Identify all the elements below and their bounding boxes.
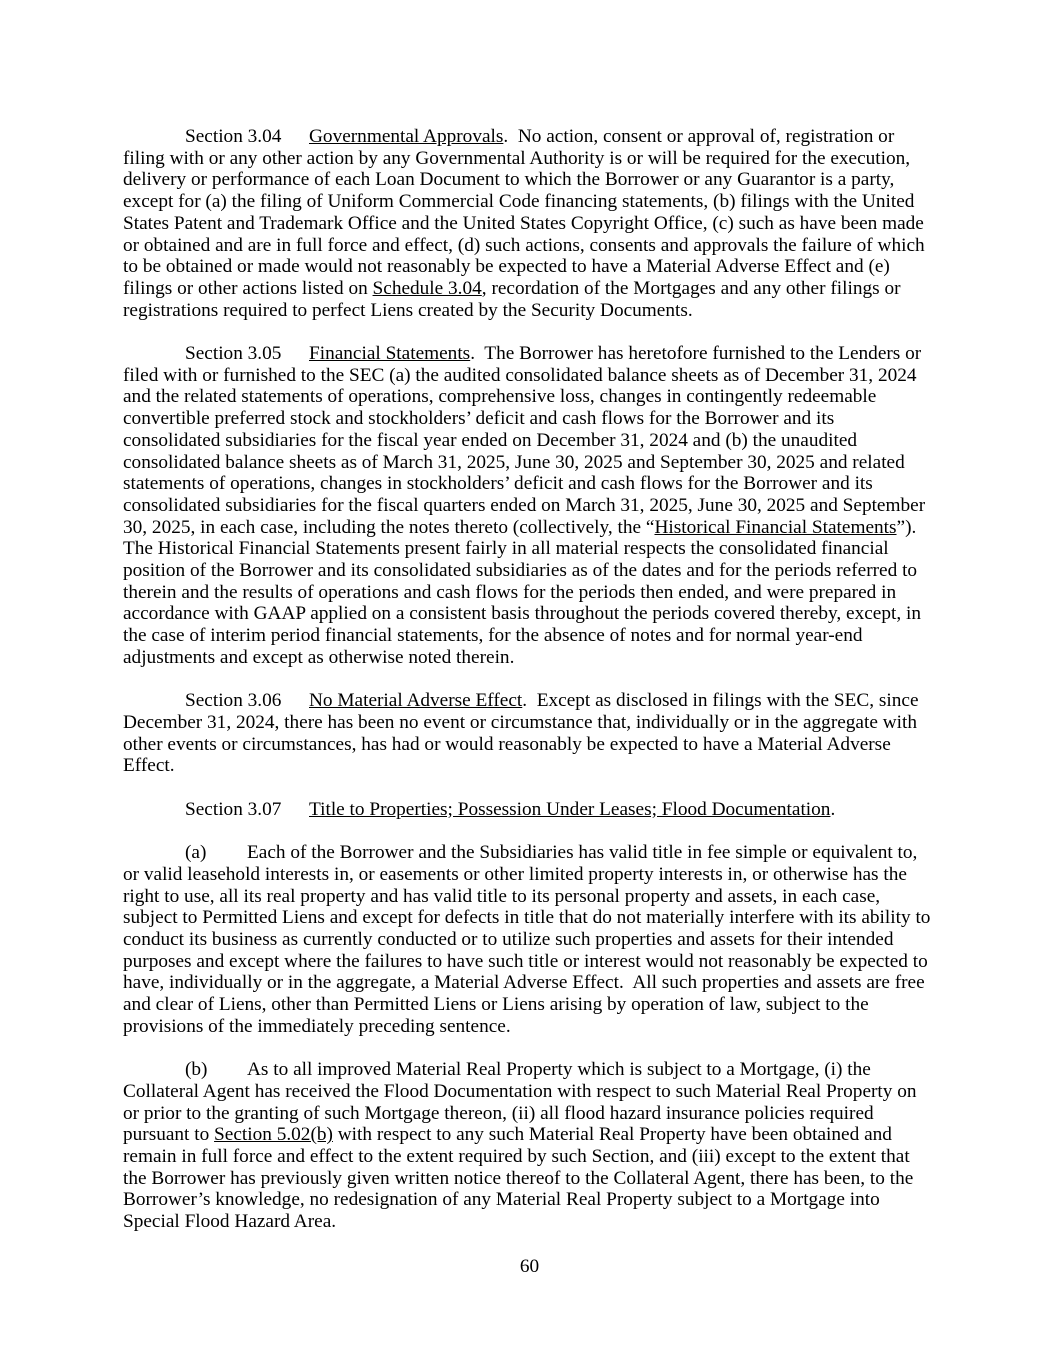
paragraph-3-07-b [123, 1059, 936, 1233]
section-3-04-text: . No action, consent or approval of, registration or filing with or any other action by any Governmental Authority is or will be required for the execution, delivery or performance of each Loan Document to which the Borrower or any Guarantor is a party, except for (a) the filing of Uniform Commercial Code financing statements, (b) filings with the United States Patent and Trademark Office and the United States Copyright Office, (c) such as have been made or obtained and are in full force and effect, (d) such actions, consents and approvals the failure of which to be obtained or made would not reasonably be expected to have a Material Adverse Effect and (e) filings or other actions listed on [123, 126, 930, 299]
section-3-07-text: . [830, 798, 836, 820]
paragraph-section-3-05 [123, 343, 936, 669]
clause-b-text-continued: with respect to any such Material Real Property have been obtained and remain in full force and effect to the extent required by such Section, and (iii) except to the extent that the Borrower has previously given written notice thereof to the Collateral Agent, there has been, to the Borrower’s knowledge, no redesignation of any Material Real Property subject to a Mortgage into Special Flood Hazard Area. [123, 1124, 919, 1233]
section-3-05-heading: Financial Statements [309, 343, 471, 365]
clause-b-label: (b) [185, 1059, 247, 1081]
section-3-05-text-continued: ”). The Historical Financial Statements present fairly in all material respects the consolidated financial position of the Borrower and its consolidated subsidiaries as of the dates and for the periods referred to therein and the results of operations and cash flows for the periods then ended, and were prepared in accordance with GAAP applied on a consistent basis throughout the periods covered thereby, except, in the case of interim period financial statements, for the absence of notes and for normal year-end adjustments and except as otherwise noted therein. [123, 516, 926, 668]
page-footer [123, 1256, 936, 1278]
paragraph-3-07-a [123, 842, 936, 1037]
clause-a-label: (a) [185, 842, 247, 864]
section-3-06-text: . Except as disclosed in filings with the SEC, since December 31, 2024, there has been no event or circumstance that, individually or in the aggregate with other events or circumstances, has had or would reasonably be expected to have a Material Adverse Effect. [123, 690, 924, 777]
section-3-07-heading: Title to Properties; Possession Under Leases; Flood Documentation [309, 798, 831, 820]
schedule-3-04-reference: Schedule 3.04 [372, 277, 482, 299]
section-3-05-text: . The Borrower has heretofore furnished to the Lenders or filed with or furnished to the SEC (a) the audited consolidated balance sheets as of December 31, 2024 and the related statements of operations, comprehensive loss, changes in contingently redeemable convertible preferred stock and stockholders’ deficit and cash flows for the Borrower and its consolidated subsidiaries for the fiscal year ended on December 31, 2024 and (b) the unaudited consolidated balance sheets as of March 31, 2025, June 30, 2025 and September 30, 2025 and related statements of operations, changes in stockholders’ deficit and cash flows for the Borrower and its consolidated subsidiaries for the fiscal quarters ended on March 31, 2025, June 30, 2025 and September 30, 2025, in each case, including the notes thereto (collectively, the “ [123, 343, 930, 538]
section-3-04-heading: Governmental Approvals [309, 126, 504, 147]
document-body [123, 126, 936, 1254]
page-number: 60 [519, 1256, 540, 1277]
paragraph-section-3-06 [123, 690, 936, 777]
section-5-02-b-reference: Section 5.02(b) [214, 1124, 333, 1146]
section-3-04-label: Section 3.04 [185, 126, 309, 147]
historical-financial-statements-term: Historical Financial Statements [654, 516, 897, 538]
paragraph-section-3-04 [123, 126, 936, 321]
section-3-07-label: Section 3.07 [185, 798, 309, 820]
section-3-04-text-continued: , recordation of the Mortgages and any other filings or registrations required to perfect Liens created by the Security Documents. [123, 277, 906, 321]
section-3-05-label: Section 3.05 [185, 343, 309, 365]
paragraph-section-3-07 [123, 799, 936, 821]
clause-b-text: As to all improved Material Real Property which is subject to a Mortgage, (i) the Collateral Agent has received the Flood Documentation with respect to such Material Real Property on or prior to the granting of such Mortgage thereon, (ii) all flood hazard insurance policies required pursuant to [123, 1059, 922, 1146]
section-3-06-heading: No Material Adverse Effect [309, 690, 523, 712]
section-3-06-label: Section 3.06 [185, 690, 309, 712]
clause-a-text: Each of the Borrower and the Subsidiaries has valid title in fee simple or equivalent to, or valid leasehold interests in, or easements or other limited property interests in, or otherwise has the right to use, all its real property and has valid title to its personal property and assets, in each case, subject to Permitted Liens and except for defects in title that do not materially interfere with its ability to conduct its business as currently conducted or to utilize such properties and assets for their intended purposes and except where the failures to have such title or interest would not reasonably be expected to have, individually or in the aggregate, a Material Adverse Effect. All such properties and assets are free and clear of Liens, other than Permitted Liens or Liens arising by operation of law, subject to the provisions of the immediately preceding sentence. [123, 842, 936, 1037]
